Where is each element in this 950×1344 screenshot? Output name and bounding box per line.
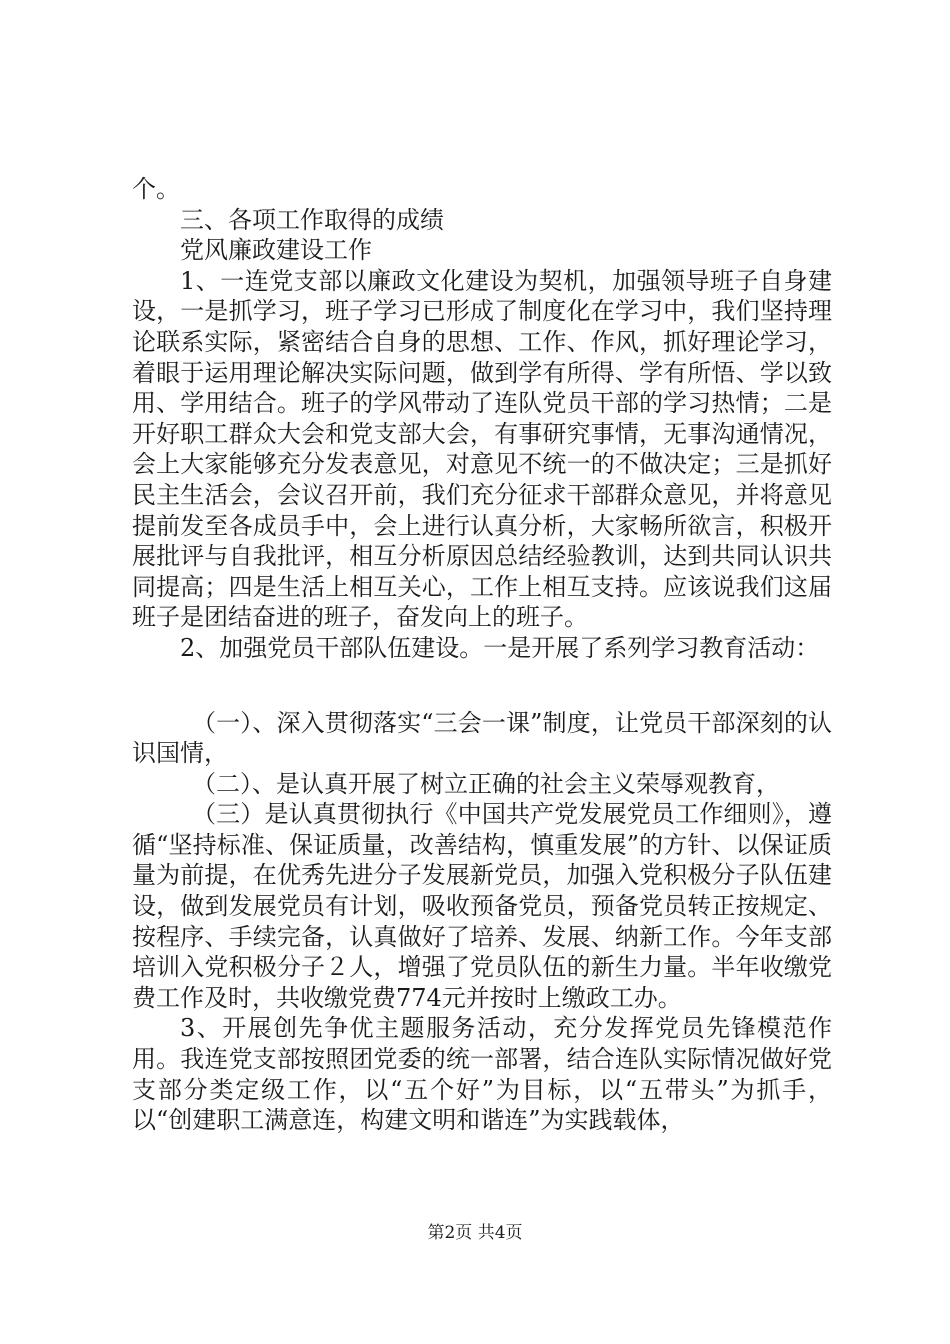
paragraph-continuation: 个。 (132, 175, 180, 203)
section-heading: 三、各项工作取得的成绩 (180, 205, 444, 234)
document-body (132, 174, 832, 1136)
page-footer: 第2页 共4页 (427, 1223, 523, 1243)
paragraph-2: 2、加强党员干部队伍建设。一是开展了系列学习教育活动： (180, 633, 820, 662)
blank-line (132, 664, 832, 708)
list-item-1: （一）、深入贯彻落实“三会一课”制度，让党员干部深刻的认识国情， (132, 708, 832, 768)
list-item-2: （二）、是认真开展了树立正确的社会主义荣辱观教育， (192, 769, 780, 798)
paragraph-1: 1、一连党支部以廉政文化建设为契机，加强领导班子自身建设，一是抓学习，班子学习已形成了制度化在学习中，我们坚持理论联系实际，紧密结合自身的思想、工作、作风，抓好理论学习，着眼于运用理论解决实际问题，做到学有所得、学有所悟、学以致用、学用结合。班子的学风带动了连队党员干部的学习热情；二是开好职工群众大会和党支部大会，有事研究事情，无事沟通情况，会上大家能够充分发表意见，对意见不统一的不做决定；三是抓好民主生活会，会议召开前，我们充分征求干部群众意见，并将意见提前发至各成员手中，会上进行认真分析，大家畅所欲言，积极开展批评与自我批评，相互分析原因总结经验教训，达到共同认识共同提高；四是生活上相互关心，工作上相互支持。应该说我们这届班子是团结奋进的班子，奋发向上的班子。 (132, 266, 832, 632)
paragraph-3: 3、开展创先争优主题服务活动，充分发挥党员先锋模范作用。我连党支部按照团党委的统一部署，结合连队实际情况做好党支部分类定级工作，以“五个好”为目标，以“五带头”为抓手，以“创建职工满意连，构建文明和谐连”为实践载体， (132, 1014, 832, 1135)
list-item-3: （三）是认真贯彻执行《中国共产党发展党员工作细则》，遵循“坚持标准、保证质量，改善结构，慎重发展”的方针、以保证质量为前提，在优秀先进分子发展新党员，加强入党积极分子队伍建设，做到发展党员有计划，吸收预备党员，预备党员转正按规定、按程序、手续完备，认真做好了培养、发展、纳新工作。今年支部培训入党积极分子２人，增强了党员队伍的新生力量。半年收缴党费工作及时，共收缴党费774元并按时上缴政工办。 (132, 800, 832, 1012)
subsection-heading: 党风廉政建设工作 (180, 236, 372, 265)
